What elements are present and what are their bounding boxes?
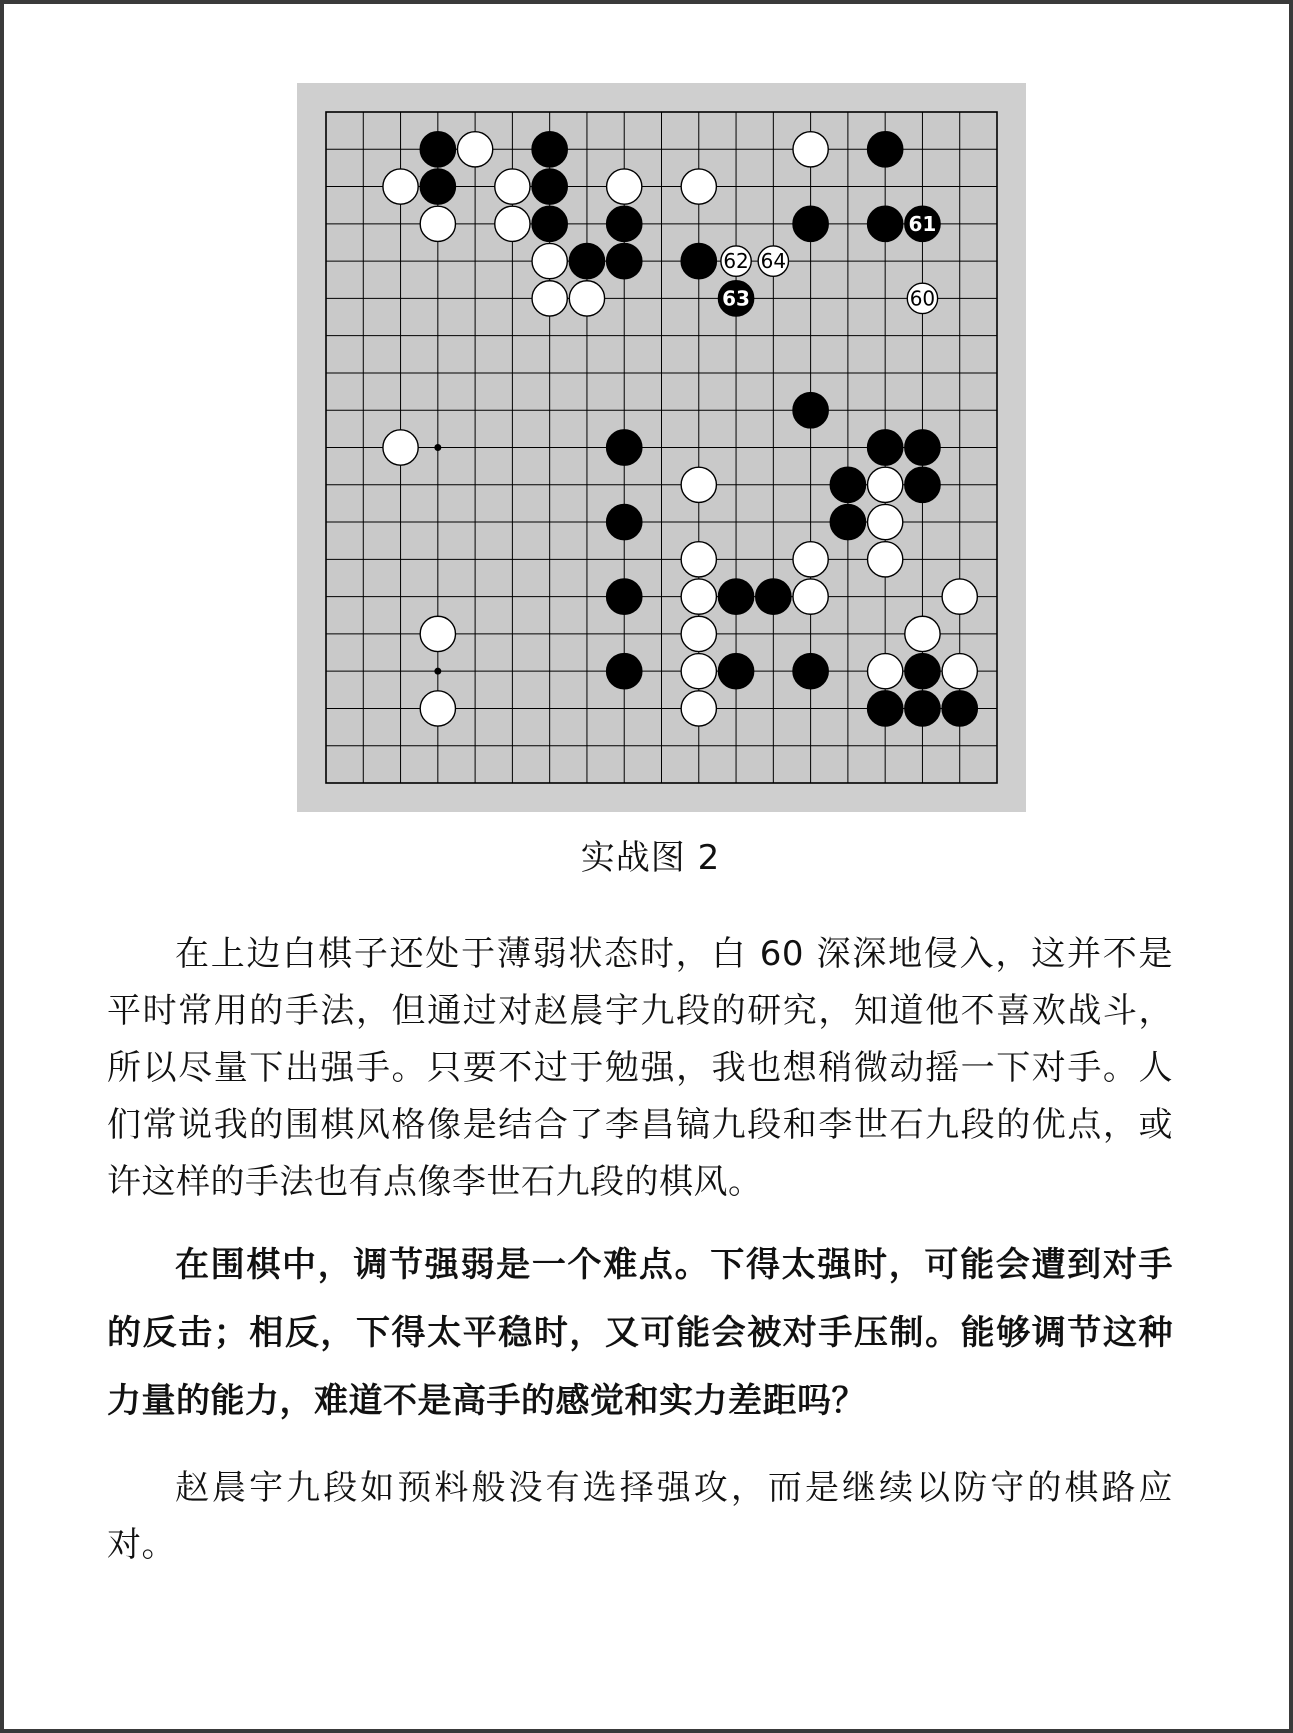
- black-stone: [830, 504, 865, 539]
- move-number-label: 62: [723, 249, 749, 274]
- white-stone: [868, 467, 903, 502]
- black-stone: [905, 430, 940, 465]
- white-stone: [532, 243, 567, 278]
- white-stone: [868, 504, 903, 539]
- white-stone: [681, 616, 716, 651]
- white-stone: [942, 654, 977, 689]
- white-stone: [681, 691, 716, 726]
- white-stone: [681, 654, 716, 689]
- white-stone: [420, 691, 455, 726]
- black-stone: [718, 579, 753, 614]
- white-stone: [868, 542, 903, 577]
- move-number-label: 60: [909, 286, 936, 311]
- black-stone: [420, 169, 455, 204]
- white-stone: [681, 542, 716, 577]
- white-stone: [457, 132, 492, 167]
- white-stone: [495, 206, 530, 241]
- black-stone: [532, 206, 567, 241]
- body-paragraph-1: 在上边白棋子还处于薄弱状态时，白 60 深深地侵入，这并不是平时常用的手法，但通过对赵晨宇九段的研究，知道他不喜欢战斗，所以尽量下出强手。只要不过于勉强，我也想稍微动摇一下对手。人们常说我的围棋风格像是结合了李昌镐九段和李世石九段的优点，或许这样的手法也有点像李世石九段的棋风。: [107, 934, 1173, 1202]
- black-stone: [607, 243, 642, 278]
- black-stone: [718, 654, 753, 689]
- black-stone: [681, 243, 716, 278]
- body-paragraph-3: 赵晨宇九段如预料般没有选择强攻，而是继续以防守的棋路应对。: [107, 1468, 1173, 1565]
- white-stone: [793, 579, 828, 614]
- star-point: [434, 444, 441, 451]
- black-stone: [607, 206, 642, 241]
- figure-caption: 实战图 2: [580, 838, 721, 878]
- black-stone: [607, 430, 642, 465]
- white-stone: [532, 281, 567, 316]
- black-stone: [830, 467, 865, 502]
- white-stone: [681, 579, 716, 614]
- black-stone: [793, 206, 828, 241]
- go-board-diagram: [297, 83, 1026, 812]
- black-stone: [607, 654, 642, 689]
- white-stone: [420, 616, 455, 651]
- white-stone: [607, 169, 642, 204]
- move-number-label: 61: [908, 211, 937, 236]
- black-stone: [868, 430, 903, 465]
- black-stone: [532, 132, 567, 167]
- go-board: [297, 83, 1026, 812]
- white-stone: [905, 616, 940, 651]
- white-stone: [569, 281, 604, 316]
- black-stone: [905, 467, 940, 502]
- black-stone: [868, 132, 903, 167]
- black-stone: [569, 243, 604, 278]
- black-stone: [756, 579, 791, 614]
- white-stone: [495, 169, 530, 204]
- black-stone: [868, 206, 903, 241]
- emphasis-paragraph: 在围棋中，调节强弱是一个难点。下得太强时，可能会遭到对手的反击；相反，下得太平稳时，又可能会被对手压制。能够调节这种力量的能力，难道不是高手的感觉和实力差距吗？: [107, 1245, 1173, 1421]
- white-stone: [681, 169, 716, 204]
- black-stone: [942, 691, 977, 726]
- white-stone: [420, 206, 455, 241]
- black-stone: [607, 579, 642, 614]
- black-stone: [905, 654, 940, 689]
- black-stone: [905, 691, 940, 726]
- move-number-label: 63: [722, 286, 750, 311]
- white-stone: [681, 467, 716, 502]
- star-point: [434, 668, 441, 675]
- black-stone: [607, 504, 642, 539]
- white-stone: [383, 430, 418, 465]
- white-stone: [942, 579, 977, 614]
- black-stone: [793, 654, 828, 689]
- black-stone: [793, 393, 828, 428]
- black-stone: [868, 691, 903, 726]
- black-stone: [420, 132, 455, 167]
- move-number-label: 64: [760, 249, 787, 274]
- white-stone: [793, 542, 828, 577]
- white-stone: [383, 169, 418, 204]
- white-stone: [793, 132, 828, 167]
- black-stone: [532, 169, 567, 204]
- white-stone: [868, 654, 903, 689]
